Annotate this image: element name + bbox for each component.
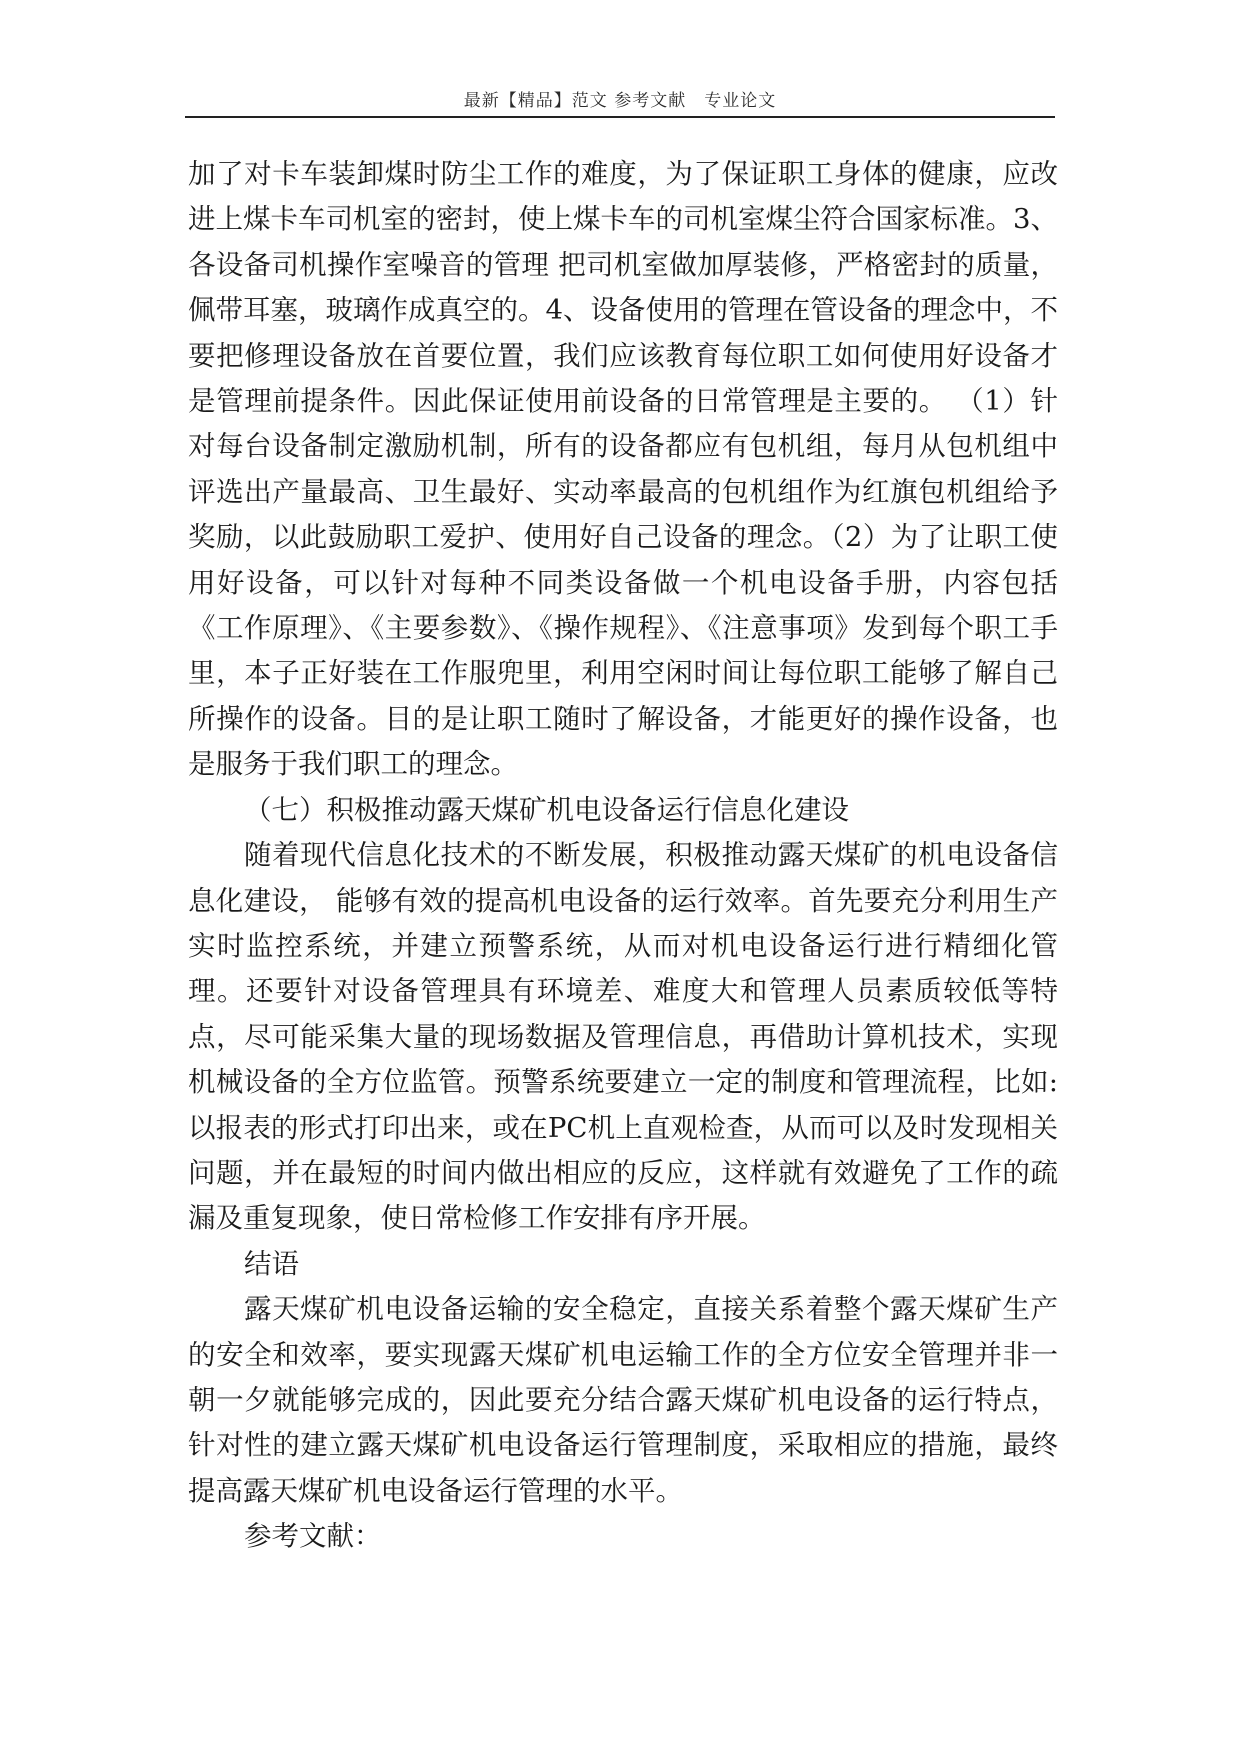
paragraph-equipment-management: 加了对卡车装卸煤时防尘工作的难度，为了保证职工身体的健康，应改进上煤卡车司机室的密封，使上煤卡车的司机室煤尘符合国家标准。3、各设备司机操作室噪音的管理 把司机室做加厚装修，严格密封的质量，佩带耳塞，玻璃作成真空的。4、设备使用的管理在管设备的理念中，不要把修理设备放在首要位置，我们应该教育每位职工如何使用好设备才是管理前提条件。因此保证使用前设备的日常管理是主要的。 （1）针对每台设备制定激励机制，所有的设备都应有包机组，每月从包机组中评选出产量最高、卫生最好、实动率最高的包机组作为红旗包机组给予奖励，以此鼓励职工爱护、使用好自己设备的理念。（2）为了让职工使用好设备，可以针对每种不同类设备做一个机电设备手册，内容包括《工作原理》、《主要参数》、《操作规程》、《注意事项》发到每个职工手里，本子正好装在工作服兜里，利用空闲时间让每位职工能够了解自己所操作的设备。目的是让职工随时了解设备，才能更好的操作设备，也是服务于我们职工的理念。 <box>188 158 1058 781</box>
header-divider <box>185 116 1055 118</box>
section-heading-references: 参考文献： <box>244 1520 382 1553</box>
document-body <box>188 152 1058 1560</box>
section-heading-informatization: （七）积极推动露天煤矿机电设备运行信息化建设 <box>244 793 849 826</box>
paragraph-informatization: 随着现代信息化技术的不断发展，积极推动露天煤矿的机电设备信息化建设， 能够有效的提高机电设备的运行效率。首先要充分利用生产实时监控系统，并建立预警系统，从而对机电设备运行进行精细化管理。还要针对设备管理具有环境差、难度大和管理人员素质较低等特点，尽可能采集大量的现场数据及管理信息，再借助计算机技术，实现机械设备的全方位监管。预警系统要建立一定的制度和管理流程，比如:以报表的形式打印出来，或在PC机上直观检查，从而可以及时发现相关问题，并在最短的时间内做出相应的反应，这样就有效避免了工作的疏漏及重复现象，使日常检修工作安排有序开展。 <box>188 839 1058 1235</box>
page-header: 最新【精品】范文 参考文献 专业论文 <box>463 91 777 111</box>
section-heading-conclusion: 结语 <box>244 1247 299 1280</box>
paragraph-conclusion: 露天煤矿机电设备运输的安全稳定，直接关系着整个露天煤矿生产的安全和效率，要实现露天煤矿机电运输工作的全方位安全管理并非一朝一夕就能够完成的，因此要充分结合露天煤矿机电设备的运行特点，针对性的建立露天煤矿机电设备运行管理制度，采取相应的措施，最终提高露天煤矿机电设备运行管理的水平。 <box>188 1293 1058 1507</box>
